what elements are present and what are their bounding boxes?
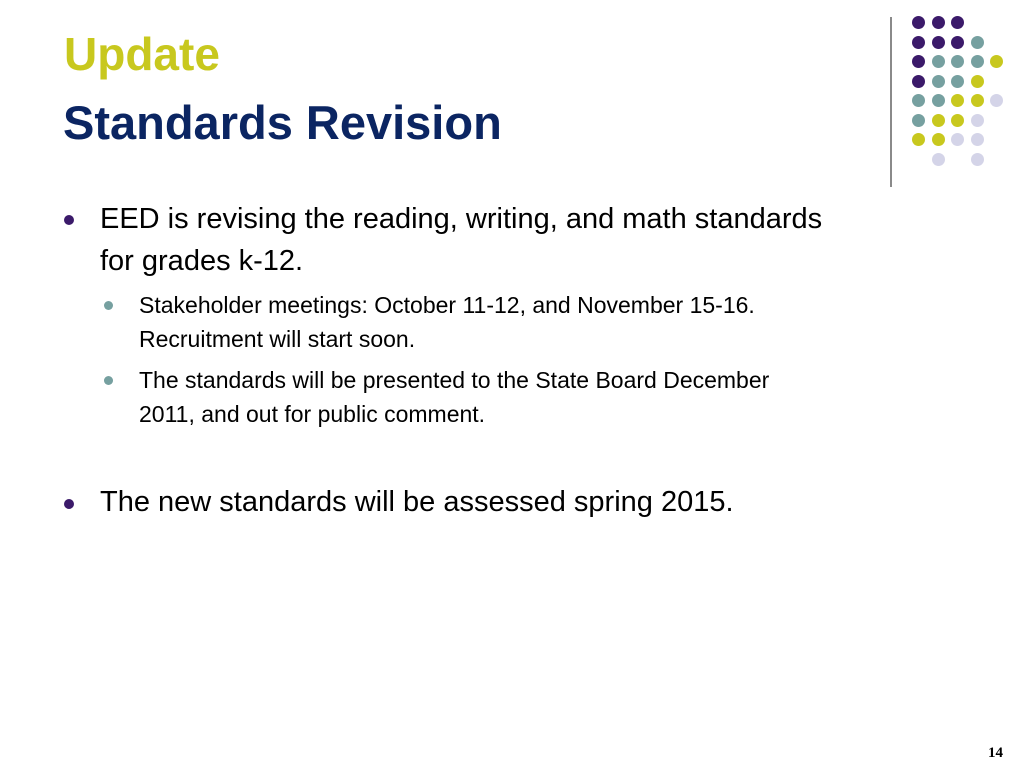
decorative-dot: [932, 133, 945, 146]
decorative-dot: [971, 114, 984, 127]
decorative-dot: [932, 36, 945, 49]
decorative-dot: [912, 94, 925, 107]
decorative-dot: [932, 55, 945, 68]
decorative-dot: [971, 55, 984, 68]
bullet-text-line: EED is revising the reading, writing, and math standards: [100, 203, 823, 235]
decorative-dot: [951, 16, 964, 29]
title-divider: [890, 17, 892, 187]
sub-bullet-text-line: 2011, and out for public comment.: [139, 401, 486, 427]
decorative-dot: [951, 133, 964, 146]
decorative-dot: [932, 75, 945, 88]
page-number: 14: [988, 745, 1003, 761]
decorative-dot: [990, 94, 1003, 107]
sub-bullet-text-line: The standards will be presented to the State Board December: [139, 367, 770, 393]
decorative-dot: [912, 75, 925, 88]
bullet-dot: [64, 215, 74, 225]
decorative-dot: [912, 16, 925, 29]
decorative-dot: [912, 55, 925, 68]
decorative-dot: [932, 153, 945, 166]
sub-bullet-dot: [104, 376, 113, 385]
decorative-dot: [971, 75, 984, 88]
sub-bullet-dot: [104, 301, 113, 310]
decorative-dot: [932, 94, 945, 107]
title-standards-revision: Standards Revision: [63, 96, 502, 149]
decorative-dot: [951, 55, 964, 68]
bullet-dot: [64, 499, 74, 509]
sub-bullet-text-line: Stakeholder meetings: October 11-12, and November 15-16.: [139, 292, 755, 318]
decorative-dot: [912, 133, 925, 146]
decorative-dot: [932, 114, 945, 127]
decorative-dot: [912, 36, 925, 49]
decorative-dot: [912, 114, 925, 127]
decorative-dot: [990, 55, 1003, 68]
decorative-dot: [971, 94, 984, 107]
decorative-dot: [951, 75, 964, 88]
title-update: Update: [64, 28, 220, 80]
decorative-dot: [971, 153, 984, 166]
bullet-text-line: for grades k-12.: [100, 245, 304, 277]
sub-bullet-text-line: Recruitment will start soon.: [139, 326, 416, 352]
decorative-dot: [932, 16, 945, 29]
decorative-dot: [971, 36, 984, 49]
bullet-text-line: The new standards will be assessed spring 2015.: [100, 486, 734, 518]
decorative-dot: [951, 114, 964, 127]
decorative-dot: [951, 36, 964, 49]
decorative-dot: [971, 133, 984, 146]
decorative-dot: [951, 94, 964, 107]
